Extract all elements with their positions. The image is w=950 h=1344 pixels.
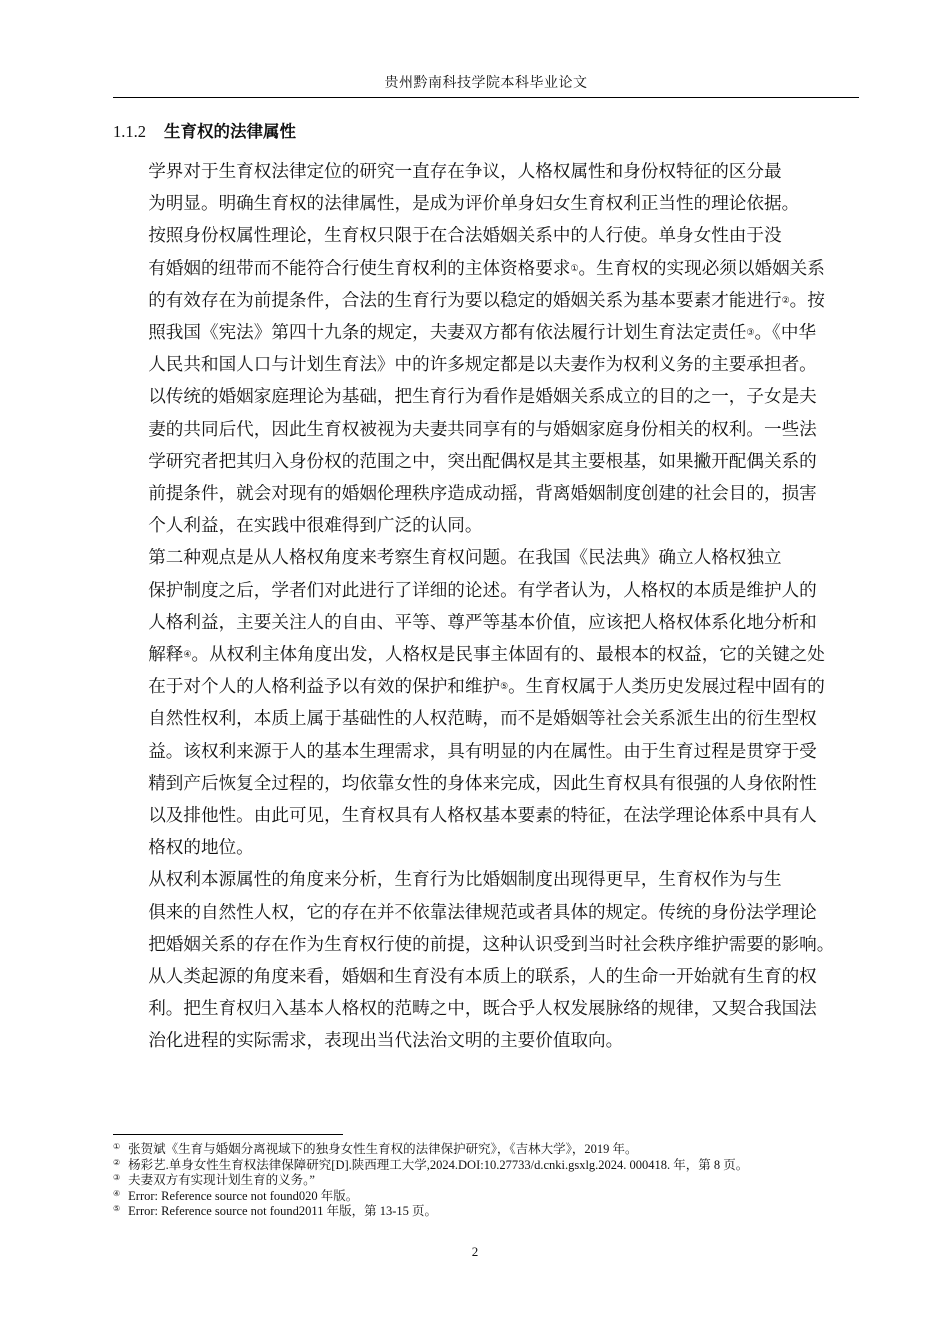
text-line: 以传统的婚姻家庭理论为基础，把生育行为看作是婚姻关系成立的目的之一，子女是夫	[148, 387, 817, 408]
footnotes	[113, 1142, 873, 1220]
footnote-text: Error: Reference source not found2011 年版，第 13-15 页。	[128, 1204, 438, 1219]
text-line: 把婚姻关系的存在作为生育权行使的前提，这种认识受到当时社会秩序维护需要的影响。	[148, 934, 835, 955]
footnote-text: 夫妻双方有实现计划生育的义务。”	[128, 1173, 315, 1188]
footnote-text: 杨彩艺.单身女性生育权法律保障研究[D].陕西理工大学,2024.DOI:10.27733/d.cnki.gsxlg.2024. 000418. 年，第 8 页。	[128, 1157, 749, 1172]
text-line: 妻的共同后代，因此生育权被视为夫妻共同享有的与婚姻家庭身份相关的权利。一些法	[148, 419, 817, 440]
footnote-text: 张贺斌《生育与婚姻分离视域下的独身女性生育权的法律保护研究》，《吉林大学》，2019 年。	[128, 1142, 638, 1156]
text-line: 治化进程的实际需求，表现出当代法治文明的主要价值取向。	[148, 1031, 624, 1052]
header-rule	[113, 97, 859, 98]
text-line: 学研究者把其归入身份权的范围之中，突出配偶权是其主要根基，如果撇开配偶关系的	[148, 451, 817, 472]
text-line: 人民共和国人口与计划生育法》中的许多规定都是以夫妻作为权利义务的主要承担者。	[148, 355, 817, 376]
text-line: 保护制度之后，学者们对此进行了详细的论述。有学者认为，人格权的本质是维护人的	[148, 580, 817, 601]
text-line: 前提条件，就会对现有的婚姻伦理秩序造成动摇，背离婚姻制度创建的社会目的，损害	[148, 484, 817, 505]
footnote-mark: ①	[113, 1142, 121, 1151]
text-line: 在于对个人的人格利益予以有效的保护和维护⑤。生育权属于人类历史发展过程中固有的	[148, 677, 825, 698]
paragraph-1	[113, 156, 859, 220]
footnote-mark: ⑤	[113, 1204, 121, 1214]
footnote-ref-5[interactable]: ⑤	[500, 682, 509, 693]
section-heading	[113, 118, 296, 142]
text-line: 利。把生育权归入基本人格权的范畴之中，既合乎人权发展脉络的规律，又契合我国法	[148, 999, 817, 1020]
page-header: 贵州黔南科技学院本科毕业论文	[384, 75, 588, 91]
text-line: 有婚姻的纽带而不能符合行使生育权利的主体资格要求①。生育权的实现必须以婚姻关系	[148, 258, 825, 279]
page-number: 2	[471, 1244, 479, 1259]
footnote-mark: ④	[113, 1188, 121, 1198]
footnote-text: Error: Reference source not found020 年版。	[128, 1188, 359, 1203]
footnote-1	[113, 1142, 873, 1158]
text-line: 学界对于生育权法律定位的研究一直存在争议，人格权属性和身份权特征的区分最	[148, 162, 782, 182]
text-line: 从人类起源的角度来看，婚姻和生育没有本质上的联系，人的生命一开始就有生育的权	[148, 967, 817, 988]
footnote-5	[113, 1204, 873, 1220]
footnote-3	[113, 1173, 873, 1189]
text-line: 以及排他性。由此可见，生育权具有人格权基本要素的特征，在法学理论体系中具有人	[148, 806, 817, 827]
footnote-separator	[113, 1134, 343, 1135]
text-line: 人格利益，主要关注人的自由、平等、尊严等基本价值，应该把人格权体系化地分析和	[148, 612, 817, 633]
text-line: 自然性权利，本质上属于基础性的人权范畴，而不是婚姻等社会关系派生出的衍生型权	[148, 709, 817, 730]
footnote-ref-4[interactable]: ④	[183, 650, 192, 661]
footnote-4	[113, 1189, 873, 1205]
paragraph-3	[113, 542, 859, 864]
footnote-ref-1[interactable]: ①	[570, 263, 579, 274]
footnote-mark: ③	[113, 1173, 121, 1183]
text-line: 第二种观点是从人格权角度来考察生育权问题。在我国《民法典》确立人格权独立	[148, 548, 782, 569]
text-line: 解释④。从权利主体角度出发，人格权是民事主体固有的、最根本的权益，它的关键之处	[148, 645, 825, 666]
footnote-mark: ②	[113, 1157, 121, 1167]
footnote-ref-2[interactable]: ②	[781, 295, 790, 306]
text-line: 精到产后恢复全过程的，均依靠女性的身体来完成，因此生育权具有很强的人身依附性	[148, 773, 817, 794]
text-line: 个人利益，在实践中很难得到广泛的认同。	[148, 516, 483, 537]
text-line: 的有效存在为前提条件，合法的生育行为要以稳定的婚姻关系为基本要素才能进行②。按	[148, 290, 825, 311]
section-title: 生育权的法律属性	[164, 122, 296, 141]
text-line: 按照身份权属性理论，生育权只限于在合法婚姻关系中的人行使。单身女性由于没	[148, 226, 782, 247]
text-line: 格权的地位。	[148, 838, 254, 859]
text-line: 从权利本源属性的角度来分析，生育行为比婚姻制度出现得更早，生育权作为与生	[148, 870, 782, 891]
footnote-ref-3[interactable]: ③	[746, 328, 755, 339]
body-text	[113, 156, 859, 1058]
text-line: 照我国《宪法》第四十九条的规定，夫妻双方都有依法履行计划生育法定责任③。《中华	[148, 323, 817, 344]
text-line: 为明显。明确生育权的法律属性，是成为评价单身妇女生育权利正当性的理论依据。	[148, 194, 800, 215]
paragraph-4	[113, 864, 859, 1057]
text-line: 益。该权利来源于人的基本生理需求，具有明显的内在属性。由于生育过程是贯穿于受	[148, 741, 817, 762]
paragraph-2	[113, 220, 859, 542]
section-number: 1.1.2	[113, 122, 146, 141]
text-line: 俱来的自然性人权，它的存在并不依靠法律规范或者具体的规定。传统的身份法学理论	[148, 902, 817, 923]
footnote-2	[113, 1158, 873, 1174]
